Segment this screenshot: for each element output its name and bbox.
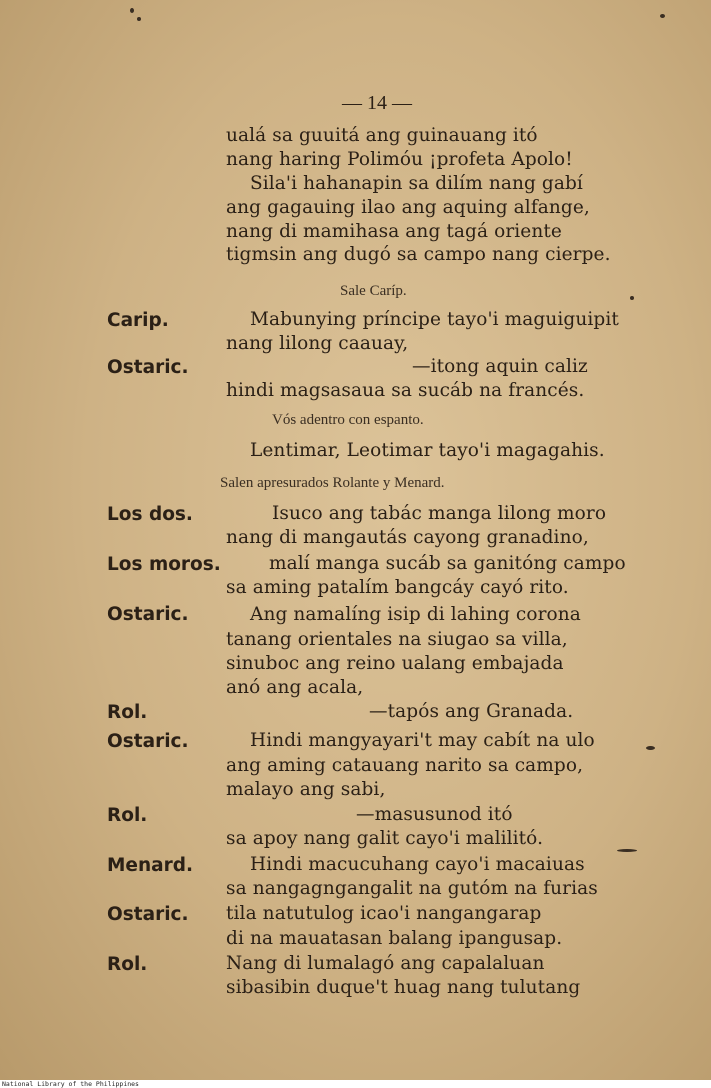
verse-line: ualá sa guuitá ang guinauang itó (226, 125, 538, 146)
speaker-name: Rol. (107, 702, 148, 723)
verse-line: tila natutulog icao'i nangangarap (226, 903, 542, 924)
verse-line: malí manga sucáb sa ganitóng campo (269, 553, 626, 574)
ink-speck (130, 8, 134, 13)
speaker-name: Ostaric. (107, 357, 189, 378)
verse-line: Sila'i hahanapin sa dilím nang gabí (250, 173, 583, 194)
stage-direction: Vós adentro con espanto. (272, 412, 424, 428)
speaker-name: Ostaric. (107, 731, 189, 752)
verse-line: tigmsin ang dugó sa campo nang cierpe. (226, 244, 611, 265)
verse-line: sa nangagngangalit na gutóm na furias (226, 878, 598, 899)
verse-line: nang di mangautás cayong granadino, (226, 527, 589, 548)
page-number: — 14 — (342, 92, 412, 114)
verse-line: ang gagauing ilao ang aquing alfange, (226, 197, 590, 218)
ink-speck (660, 14, 665, 18)
source-credit: National Library of the Philippines (2, 1080, 139, 1088)
verse-line: —itong aquin caliz (412, 356, 588, 377)
speaker-name: Rol. (107, 805, 148, 826)
verse-line: ang aming catauang narito sa campo, (226, 755, 584, 776)
speaker-name: Los moros. (107, 554, 221, 575)
verse-line: tanang orientales na siugao sa villa, (226, 629, 568, 650)
speaker-name: Carip. (107, 310, 169, 331)
speaker-name: Ostaric. (107, 604, 189, 625)
verse-line: —tapós ang Granada. (369, 701, 574, 722)
verse-line: Nang di lumalagó ang capalaluan (226, 953, 545, 974)
verse-line: Isuco ang tabác manga lilong moro (272, 503, 607, 524)
verse-line: sibasibin duque't huag nang tulutang (226, 977, 581, 998)
verse-line: di na mauatasan balang ipangusap. (226, 928, 563, 949)
speaker-name: Los dos. (107, 504, 193, 525)
verse-line: Hindi mangyayari't may cabít na ulo (250, 730, 595, 751)
verse-line: sa aming patalím bangcáy cayó rito. (226, 577, 569, 598)
verse-line: Hindi macucuhang cayo'i macaiuas (250, 854, 585, 875)
verse-line: sa apoy nang galit cayo'i malilitó. (226, 828, 544, 849)
verse-line: Ang namalíng isip di lahing corona (250, 604, 581, 625)
speaker-name: Rol. (107, 954, 148, 975)
verse-line: Mabunying príncipe tayo'i maguiguipit (250, 309, 619, 330)
verse-line: nang haring Polimóu ¡profeta Apolo! (226, 149, 573, 170)
verse-line: sinuboc ang reino ualang embajada (226, 653, 564, 674)
verse-line: anó ang acala, (226, 677, 364, 698)
stage-direction: Sale Caríp. (340, 283, 407, 299)
stage-direction: Salen apresurados Rolante y Menard. (220, 475, 445, 491)
verse-line: Lentimar, Leotimar tayo'i magagahis. (250, 440, 605, 461)
verse-line: hindi magsasaua sa sucáb na francés. (226, 380, 585, 401)
ink-speck (137, 17, 141, 21)
verse-line: malayo ang sabi, (226, 779, 386, 800)
speaker-name: Menard. (107, 855, 194, 876)
verse-line: nang lilong caauay, (226, 333, 409, 354)
ink-speck (617, 849, 637, 852)
ink-speck (630, 296, 634, 300)
speaker-name: Ostaric. (107, 904, 189, 925)
ink-speck (646, 746, 655, 750)
verse-line: nang di mamihasa ang tagá oriente (226, 221, 562, 242)
verse-line: —masusunod itó (356, 804, 513, 825)
